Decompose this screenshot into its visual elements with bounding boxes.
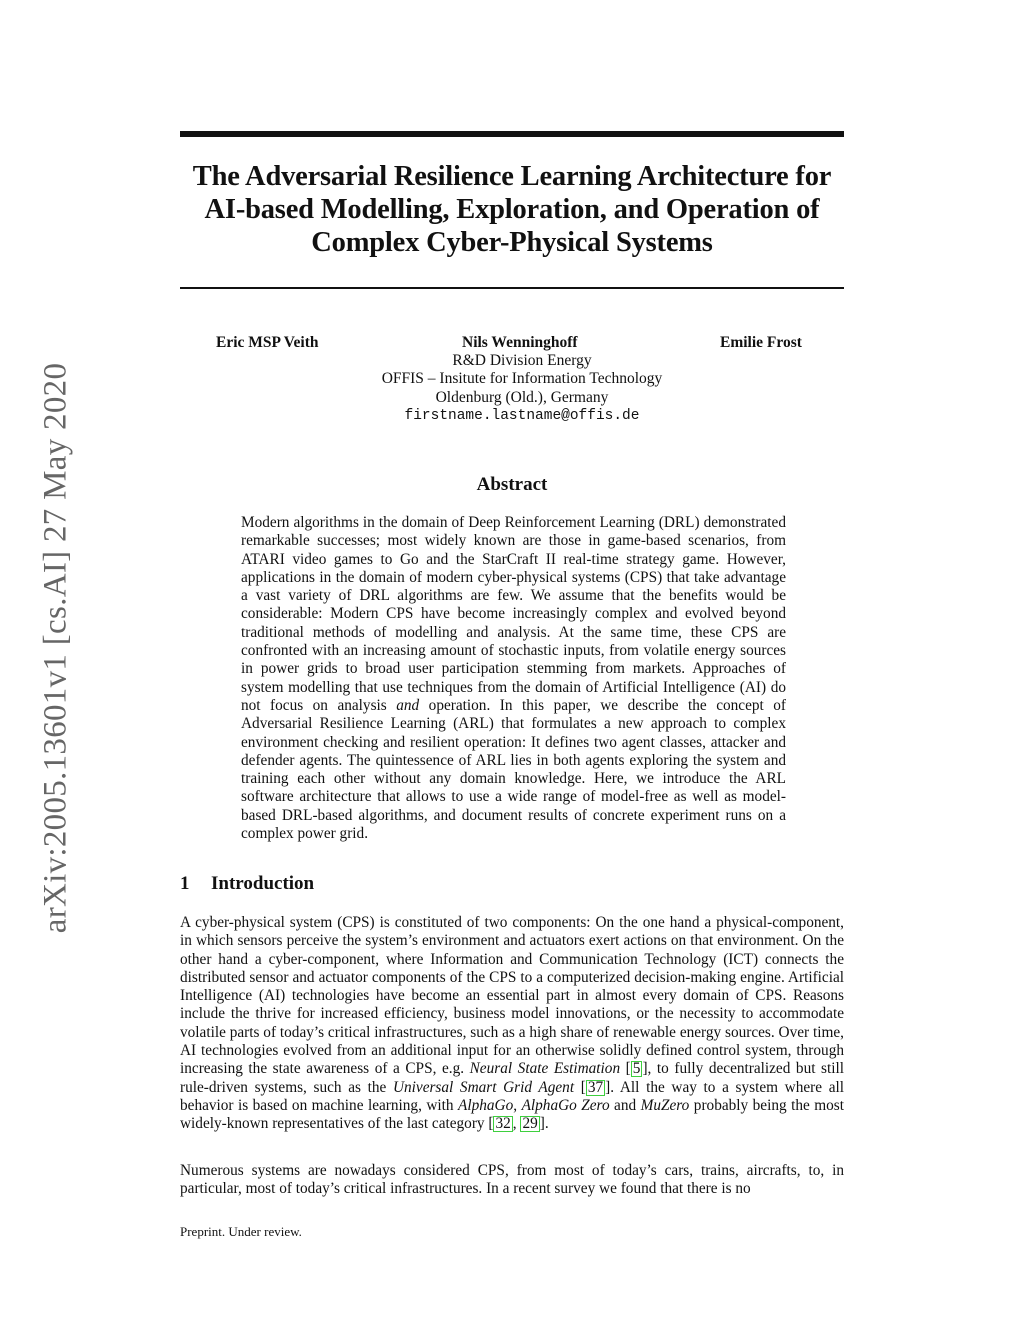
emphasis-universal-smart-grid-agent: Universal Smart Grid Agent — [392, 1078, 575, 1096]
text-run: ], to fully decentralized but still rule-driven systems, such as the — [180, 1060, 844, 1096]
title-line-2: AI-based Modelling, Exploration, and Operation of — [204, 194, 820, 225]
affiliation-division: R&D Division Energy — [452, 352, 592, 369]
citation-link-5[interactable]: 5 — [632, 1060, 641, 1078]
abstract-text — [241, 514, 786, 843]
text-run: and — [609, 1096, 641, 1114]
author-2: Nils Wenninghoff — [462, 334, 578, 351]
citation-link-29[interactable]: 29 — [522, 1115, 538, 1133]
title-bottom-rule — [180, 287, 844, 289]
author-1: Eric MSP Veith — [216, 334, 319, 351]
affiliation — [340, 352, 704, 425]
preprint-footer: Preprint. Under review. — [180, 1224, 302, 1239]
section-heading-introduction — [180, 873, 314, 895]
emphasis-alphago-zero: AlphaGo Zero — [521, 1096, 610, 1114]
section-number: 1 — [180, 873, 190, 894]
intro-paragraph-2: Numerous systems are nowadays considered CPS, from most of today’s cars, trains, aircrafts, to, in particular, most of today’s critical infrastructures. In a recent survey we found that there is no — [180, 1162, 844, 1198]
text-run: ]. — [539, 1115, 549, 1133]
emphasis-neural-state-estimation: Neural State Estimation — [469, 1060, 621, 1078]
text-run: ]. All the way to a system where all behavior is based on machine learning, with — [180, 1078, 844, 1114]
title-line-3: Complex Cyber-Physical Systems — [311, 227, 713, 258]
text-run: [ — [574, 1078, 586, 1096]
section-title: Introduction — [211, 873, 315, 894]
affiliation-institute: OFFIS – Insitute for Information Technology — [381, 370, 663, 388]
citation-link-37[interactable]: 37 — [587, 1078, 604, 1096]
abstract-heading: Abstract — [476, 474, 548, 495]
title-line-1: The Adversarial Resilience Learning Architecture for — [192, 161, 832, 192]
affiliation-city: Oldenburg (Old.), Germany — [435, 388, 609, 406]
text-run: probably being the most widely-known representatives of the last category [ — [180, 1096, 844, 1133]
text-run: A cyber-physical system (CPS) is constituted of two components: On the one hand a physical-component, in which sensors perceive the system’s environment and actuators exert actions on that environment. On the other hand a cyber-component, where Information and Communication Technology (ICT) connects the distributed sensor and actuator components of the CPS to a computerized decision-making engine. Artificial Intelligence (AI) technologies have become an essential part in almost every domain of CPS. Reasons include the thrive for increased efficiency, business model innovations, or the necessity to accommodate volatile parts of today’s critical infrastructures, such as a high share of renewable energy sources. Over time, AI technologies evolved from an additional input for an otherwise solidly defined control system, through increasing the state awareness of a CPS, e.g. — [180, 914, 844, 1078]
abstract-emphasis: and — [396, 696, 420, 714]
abstract-part-1: Modern algorithms in the domain of Deep Reinforcement Learning (DRL) demonstrated remarkable successes; most widely known are those in game-based scenarios, from ATARI video games to Go and the StarCraft II real-time strategy game. However, applications in the domain of modern cyber-physical systems (CPS) that take advantage a vast variety of DRL algorithms are few. We assume that the benefits would be considerable: Modern CPS have become increasingly complex and evolved beyond traditional methods of modelling and analysis. At the same time, these CPS are confronted with an increasing amount of stochastic inputs, from volatile energy sources in power grids to broad user participation stemming from markets. Approaches of system modelling that use techniques from the domain of Artificial Intelligence (AI) do not focus on analysis — [241, 514, 786, 714]
abstract-part-2: operation. In this paper, we describe the concept of Adversarial Resilience Learning (ARL) that formulates a new approach to complex environment checking and resilient operation: It defines two agent classes, attacker and defender agents. The quintessence of ARL lies in both agents exploring the system and training each other without any domain knowledge. Here, we introduce the ARL software architecture that allows to use a wide range of model-free as well as model-based DRL-based algorithms, and document results of concrete experiment runs on a complex power grid. — [241, 696, 787, 843]
text-run: [ — [620, 1060, 631, 1078]
author-email: firstname.lastname@offis.de — [404, 407, 640, 424]
intro-paragraph-1 — [180, 914, 844, 1134]
text-run: , — [513, 1096, 522, 1114]
text-run: , — [512, 1115, 521, 1133]
arxiv-identifier: arXiv:2005.13601v1 [cs.AI] 27 May 2020 — [37, 362, 74, 934]
emphasis-alphago: AlphaGo — [458, 1096, 514, 1114]
emphasis-muzero: MuZero — [640, 1096, 690, 1114]
author-3: Emilie Frost — [720, 334, 802, 351]
title-top-rule — [180, 131, 844, 137]
paper-title — [180, 160, 844, 259]
citation-link-32[interactable]: 32 — [495, 1115, 511, 1133]
